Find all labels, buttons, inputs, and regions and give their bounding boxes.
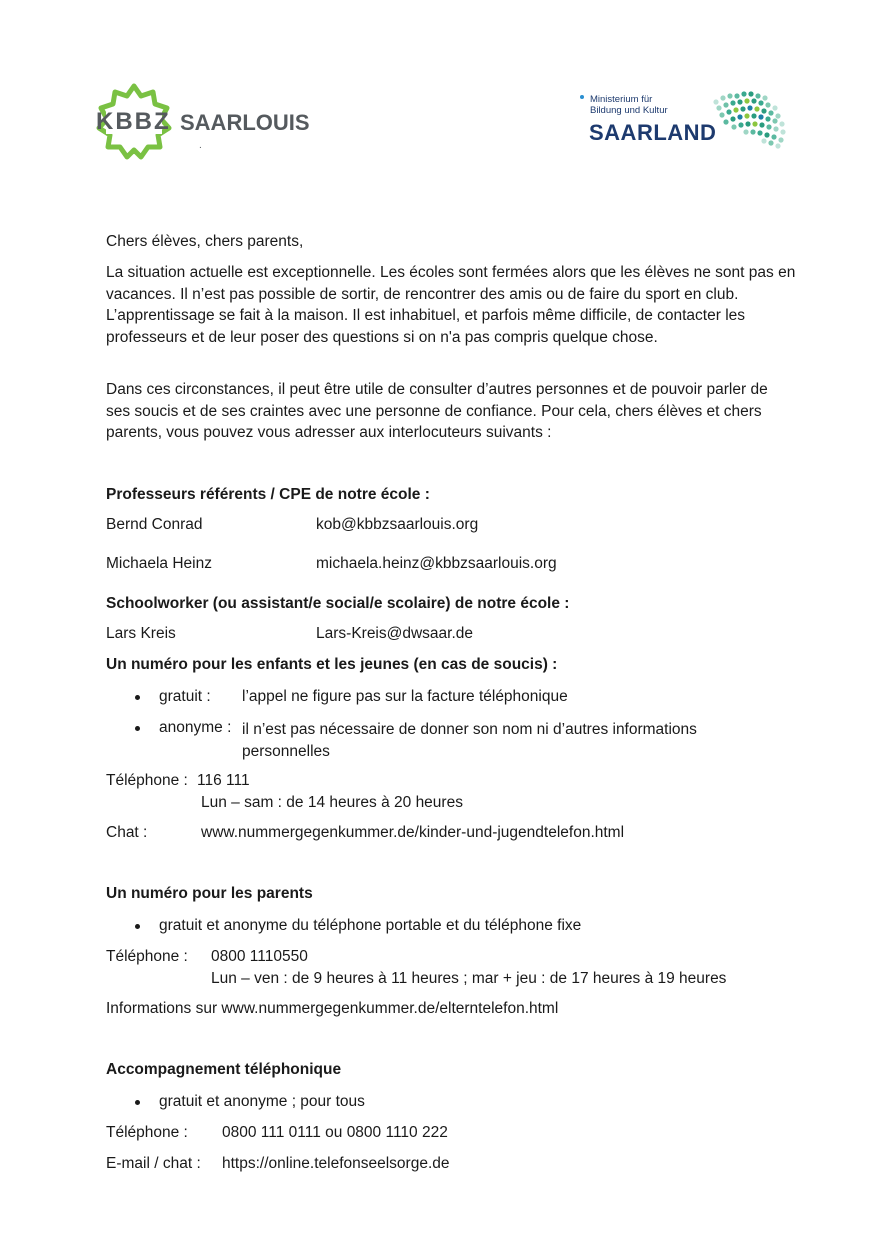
parents-hours: Lun – ven : de 9 heures à 11 heures ; mar + jeu : de 17 heures à 19 heures: [211, 970, 727, 987]
kids-chat-link[interactable]: www.nummergegenkummer.de/kinder-und-jugendtelefon.html: [201, 824, 625, 841]
kids-bullet-term: anonyme :: [159, 719, 232, 736]
saarland-map-icon: [706, 88, 796, 154]
kids-line-heading: Un numéro pour les enfants et les jeunes (en cas de soucis) :: [106, 656, 558, 673]
kbbz-logo: [94, 82, 314, 162]
referents-heading: Professeurs référents / CPE de notre école :: [106, 486, 430, 503]
support-phone-number[interactable]: 0800 111 0111 ou 0800 1110 222: [222, 1124, 448, 1141]
kbbz-city-text: SAARLOUIS: [180, 110, 310, 135]
kids-phone-label: Téléphone :: [106, 772, 188, 789]
schoolworker-name: Lars Kreis: [106, 625, 176, 642]
referent-email[interactable]: michaela.heinz@kbbzsaarlouis.org: [316, 555, 557, 572]
saarland-wordmark: SAARLAND: [589, 120, 717, 145]
bullet-icon: [135, 695, 140, 700]
parents-phone-label: Téléphone :: [106, 948, 188, 965]
parents-info-link[interactable]: Informations sur www.nummergegenkummer.de/elterntelefon.html: [106, 1000, 559, 1017]
schoolworker-email[interactable]: Lars-Kreis@dwsaar.de: [316, 625, 474, 642]
kids-hours: Lun – sam : de 14 heures à 20 heures: [201, 794, 463, 811]
support-phone-label: Téléphone :: [106, 1124, 188, 1141]
kids-chat-label: Chat :: [106, 824, 148, 841]
parents-line-heading: Un numéro pour les parents: [106, 885, 313, 902]
ministry-dot-icon: [580, 95, 584, 99]
paragraph-circumstances: Dans ces circonstances, il peut être utile de consulter d’autres personnes et de pouvoir parler de ses soucis et de ses craintes avec une personne de confiance. Pour cela, chers élèves et chers parents, vous pouvez vous adresser aux interlocuteurs suivants :: [106, 381, 768, 441]
referent-email[interactable]: kob@kbbzsaarlouis.org: [316, 516, 479, 533]
kids-bullet-term: gratuit :: [159, 688, 211, 705]
kbbz-dot: .: [199, 140, 202, 151]
bullet-icon: [135, 924, 140, 929]
kbbz-logo-text: KBBZ: [96, 108, 171, 135]
support-bullet-text: gratuit et anonyme ; pour tous: [159, 1093, 365, 1110]
referent-name: Bernd Conrad: [106, 516, 203, 533]
paragraph-situation: La situation actuelle est exceptionnelle. Les écoles sont fermées alors que les élèves ne sont pas en vacances. Il n’est pas possible de sortir, de rencontrer des amis ou de faire du sport en club. L’apprentissage se fait à la maison. Il est inhabituel, et parfois même difficile, de contacter les professeurs et de leur poser des questions si on n'a pas compris quelque chose.: [106, 264, 796, 346]
greeting: Chers élèves, chers parents,: [106, 233, 304, 250]
kids-bullet-text: il n’est pas nécessaire de donner son nom ni d’autres informations personnelles: [242, 721, 697, 760]
referent-name: Michaela Heinz: [106, 555, 212, 572]
saarland-ministry-logo: [580, 90, 795, 156]
ministry-line2: Bildung und Kultur: [590, 105, 668, 116]
bullet-icon: [135, 1100, 140, 1105]
bullet-icon: [135, 726, 140, 731]
parents-phone-number[interactable]: 0800 1110550: [211, 948, 308, 965]
kids-bullet-text: l’appel ne figure pas sur la facture téléphonique: [242, 688, 568, 705]
support-chat-label: E-mail / chat :: [106, 1155, 201, 1172]
schoolworker-heading: Schoolworker (ou assistant/e social/e scolaire) de notre école :: [106, 595, 570, 612]
support-chat-link[interactable]: https://online.telefonseelsorge.de: [222, 1155, 450, 1172]
support-heading: Accompagnement téléphonique: [106, 1061, 342, 1078]
kids-phone-number[interactable]: 116 111: [197, 772, 250, 789]
parents-bullet-text: gratuit et anonyme du téléphone portable et du téléphone fixe: [159, 917, 582, 934]
ministry-line1: Ministerium für: [590, 94, 653, 105]
